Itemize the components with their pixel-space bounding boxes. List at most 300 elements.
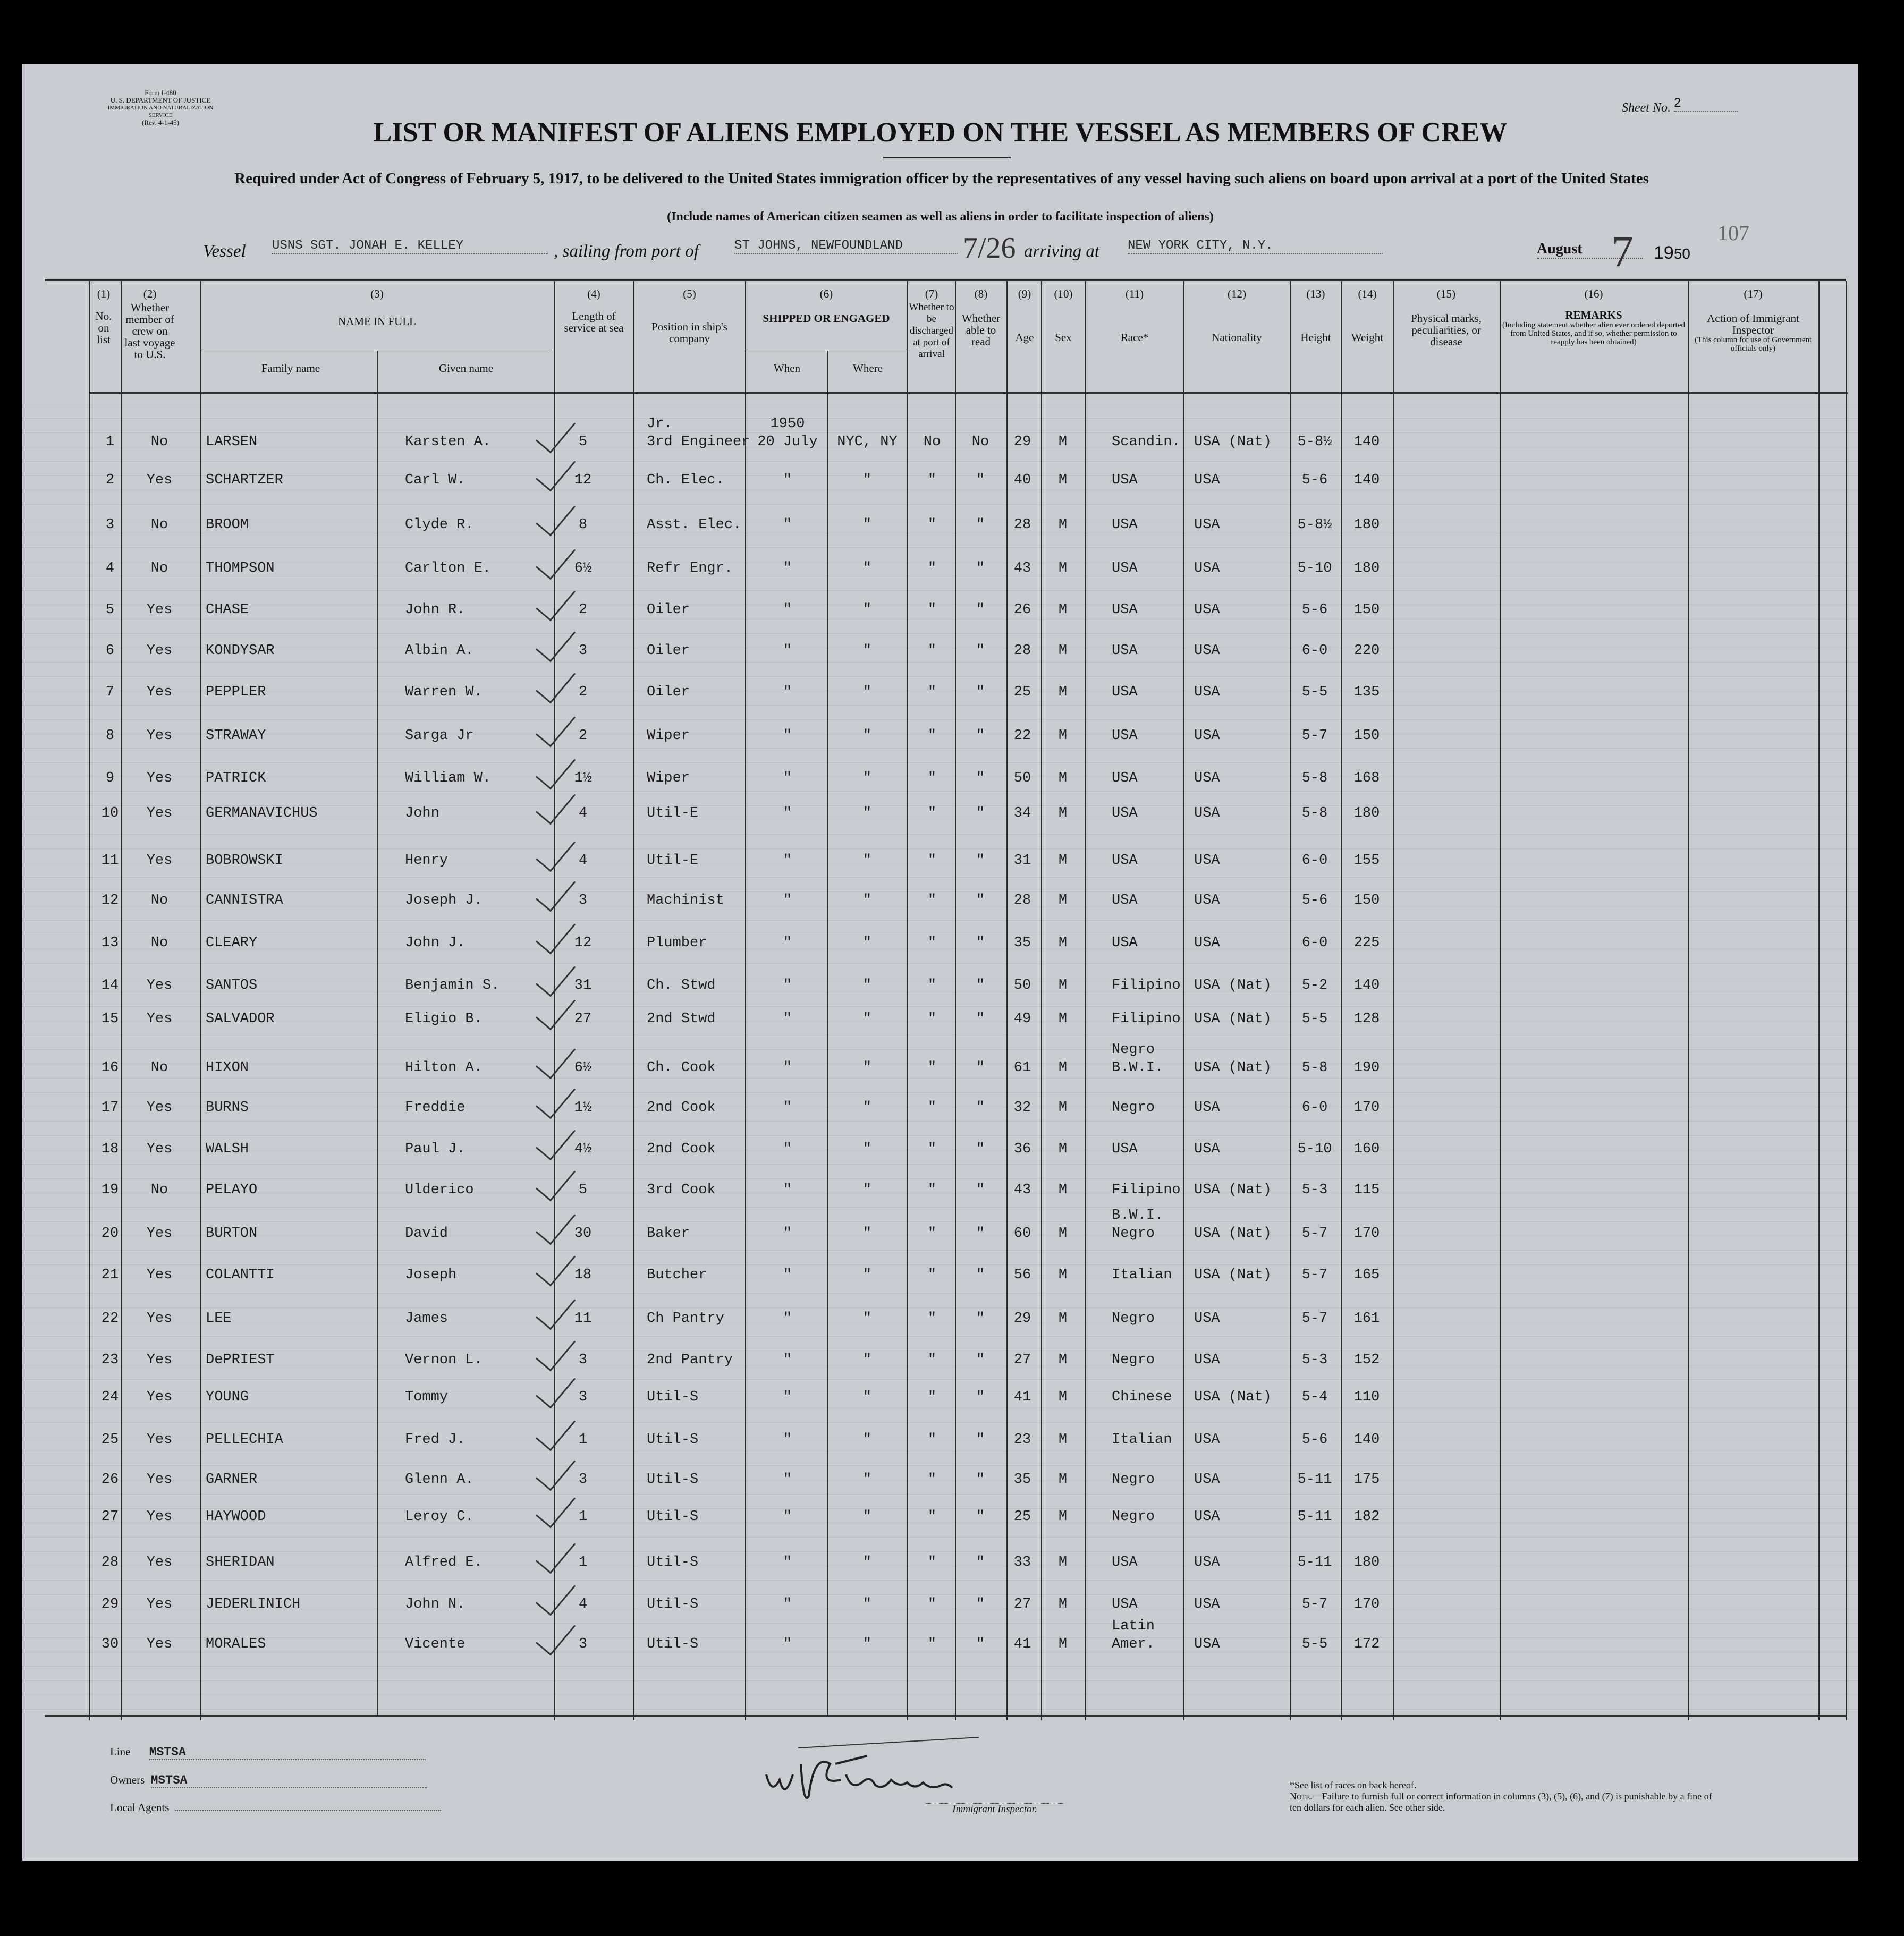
sex: M [1058, 853, 1068, 869]
ruled-line [22, 1666, 1858, 1667]
able-to-read: " [976, 684, 985, 700]
page-stamp: 107 [1717, 221, 1749, 245]
row-number: 30 [101, 1636, 119, 1652]
discharged: " [927, 1267, 937, 1283]
discharged: " [927, 1472, 937, 1488]
position: 3rd Cook [647, 1182, 716, 1198]
age: 31 [1013, 853, 1031, 869]
able-to-read: " [976, 1636, 985, 1652]
service-length: 2 [578, 602, 588, 618]
service-length: 18 [574, 1267, 592, 1283]
ruled-line [22, 920, 1858, 921]
service-length: 1 [578, 1555, 588, 1570]
shipped-when: " [783, 805, 792, 821]
shipped-when: " [783, 602, 792, 618]
col6-header: (6) SHIPPED OR ENGAGED [763, 287, 890, 325]
last-voyage: Yes [146, 684, 173, 700]
page-subtitle: Required under Act of Congress of February 5, 1917, to be delivered to the United States immigration officer by the representatives of any vessel having such aliens on board upon arrival at a port of the United States [234, 170, 1649, 187]
discharged: " [927, 1509, 937, 1525]
row-number: 25 [101, 1432, 119, 1448]
nationality: USA [1194, 602, 1220, 618]
able-to-read: " [976, 1226, 985, 1242]
nationality: USA (Nat) [1194, 1267, 1272, 1283]
col8-header: (8) Whether able to read [961, 287, 1001, 348]
shipped-when: " [783, 1060, 792, 1076]
sex: M [1058, 893, 1068, 908]
race-line1: Latin [1112, 1618, 1155, 1634]
height: 5-3 [1301, 1182, 1328, 1198]
family-name: LARSEN [206, 434, 258, 450]
row-number: 6 [105, 643, 115, 659]
given-name: John R. [405, 602, 466, 618]
shipped-where: " [862, 1182, 872, 1198]
row-number: 13 [101, 935, 119, 951]
shipped-where: " [862, 643, 872, 659]
age: 49 [1013, 1011, 1031, 1027]
shipped-where: " [862, 1555, 872, 1570]
race: Italian [1112, 1267, 1172, 1283]
sex: M [1058, 517, 1068, 533]
nationality: USA [1194, 643, 1220, 659]
column-rule [1290, 281, 1291, 1720]
family-name: LEE [206, 1311, 232, 1327]
shipped-where: " [862, 1141, 872, 1157]
ruled-line [22, 748, 1858, 749]
weight: 170 [1353, 1100, 1380, 1116]
weight: 155 [1353, 853, 1380, 869]
last-voyage: Yes [146, 853, 173, 869]
shipped-when: " [783, 1226, 792, 1242]
last-voyage: No [150, 935, 168, 951]
sex: M [1058, 978, 1068, 994]
weight: 170 [1353, 1226, 1380, 1242]
nationality: USA (Nat) [1194, 978, 1272, 994]
discharged: " [927, 1100, 937, 1116]
shipped-when: " [783, 978, 792, 994]
weight: 152 [1353, 1352, 1380, 1368]
able-to-read: " [976, 1509, 985, 1525]
shipped-when: " [783, 1100, 792, 1116]
row-number: 24 [101, 1389, 119, 1405]
sex: M [1058, 1509, 1068, 1525]
height: 5-8½ [1297, 434, 1332, 450]
weight: 180 [1353, 517, 1380, 533]
penalty-note [1290, 1791, 1715, 1813]
row-number: 10 [101, 805, 119, 821]
given-name: Ulderico [405, 1182, 474, 1198]
position: Oiler [647, 602, 690, 618]
ruled-line [22, 1680, 1858, 1681]
family-name: SANTOS [206, 978, 258, 994]
position: Util-S [647, 1389, 699, 1405]
note-label: Note. [1290, 1791, 1313, 1802]
race: Negro [1112, 1311, 1155, 1327]
age: 26 [1013, 602, 1031, 618]
ruled-line [22, 891, 1858, 892]
able-to-read: " [976, 1352, 985, 1368]
shipped-where: " [862, 602, 872, 618]
shipped-when: " [783, 1432, 792, 1448]
footer-line [110, 1745, 426, 1760]
shipped-when: " [783, 1141, 792, 1157]
race: Negro [1112, 1472, 1155, 1488]
family-name: PELLECHIA [206, 1432, 283, 1448]
race: USA [1112, 853, 1138, 869]
race: USA [1112, 1555, 1138, 1570]
able-to-read: " [976, 978, 985, 994]
checkmark [536, 449, 576, 492]
last-voyage: Yes [146, 602, 173, 618]
service-length: 8 [578, 517, 588, 533]
ruled-line [22, 1508, 1858, 1509]
last-voyage: Yes [146, 770, 173, 786]
column-rule [1085, 281, 1086, 1720]
weight: 160 [1353, 1141, 1380, 1157]
row-number: 11 [101, 853, 119, 869]
able-to-read: " [976, 472, 985, 488]
when-header: When [773, 362, 801, 375]
col16-header: (16) REMARKS (Including statement whether alien ever ordered deported from United States, and if so, whether permission to reapply has been obtained) [1502, 287, 1686, 346]
able-to-read: " [976, 1182, 985, 1198]
shipped-where: " [862, 517, 872, 533]
sailing-port: ST JOHNS, NEWFOUNDLAND [734, 239, 958, 254]
service-length: 3 [578, 1636, 588, 1652]
shipped-where: " [862, 1267, 872, 1283]
position: 2nd Pantry [647, 1352, 733, 1368]
checkmark [536, 494, 576, 537]
height: 5-4 [1301, 1389, 1328, 1405]
given-name: John J. [405, 935, 466, 951]
position: Asst. Elec. [647, 517, 742, 533]
able-to-read: " [976, 1100, 985, 1116]
position: Refr Engr. [647, 561, 733, 576]
discharged: " [927, 1182, 937, 1198]
column-rule [121, 281, 122, 1720]
service-length: 3 [578, 1389, 588, 1405]
title-rule [883, 157, 1011, 158]
service-length: 2 [578, 728, 588, 744]
column-rule [745, 281, 746, 1720]
row-number: 29 [101, 1597, 119, 1612]
weight: 175 [1353, 1472, 1380, 1488]
family-name: GARNER [206, 1472, 258, 1488]
nationality: USA [1194, 684, 1220, 700]
race: Filipino [1112, 978, 1181, 994]
given-name: Tommy [405, 1389, 449, 1405]
sex: M [1058, 472, 1068, 488]
last-voyage: Yes [146, 1226, 173, 1242]
given-name: Paul J. [405, 1141, 466, 1157]
nationality: USA (Nat) [1194, 1226, 1272, 1242]
family-name: HAYWOOD [206, 1509, 266, 1525]
col4-header: (4) Length of service at sea [564, 287, 624, 334]
able-to-read: " [976, 1060, 985, 1076]
family-name: COLANTTI [206, 1267, 275, 1283]
position: 2nd Cook [647, 1100, 716, 1116]
last-voyage: Yes [146, 978, 173, 994]
ruled-line [22, 676, 1858, 677]
last-voyage: Yes [146, 1141, 173, 1157]
shipped-when: " [783, 1555, 792, 1570]
position: Ch. Cook [647, 1060, 716, 1076]
column-rule [377, 351, 378, 1715]
ruled-line [22, 1594, 1858, 1595]
sex: M [1058, 1141, 1068, 1157]
service-length: 31 [574, 978, 592, 994]
col3-header: (3) NAME IN FULL [338, 287, 416, 328]
row-number: 1 [105, 434, 115, 450]
last-voyage: No [150, 517, 168, 533]
last-voyage: Yes [146, 1509, 173, 1525]
sex: M [1058, 1389, 1068, 1405]
service-length: 1½ [574, 1100, 592, 1116]
nationality: USA (Nat) [1194, 1182, 1272, 1198]
last-voyage: No [150, 561, 168, 576]
race: Chinese [1112, 1389, 1172, 1405]
weight: 140 [1353, 434, 1380, 450]
column-rule [1006, 281, 1008, 1720]
given-name: Carl W. [405, 472, 466, 488]
race-line1: Negro [1112, 1042, 1155, 1058]
sex: M [1058, 1472, 1068, 1488]
sex: M [1058, 1432, 1068, 1448]
age: 27 [1013, 1597, 1031, 1612]
race: Negro [1112, 1100, 1155, 1116]
shipped-when: " [783, 770, 792, 786]
row-number: 16 [101, 1060, 119, 1076]
age: 43 [1013, 1182, 1031, 1198]
last-voyage: Yes [146, 1267, 173, 1283]
footer-owners [110, 1773, 427, 1788]
shipped-where: " [862, 935, 872, 951]
nationality: USA [1194, 517, 1220, 533]
position: Ch. Stwd [647, 978, 716, 994]
ruled-line [22, 762, 1858, 763]
nationality: USA [1194, 1555, 1220, 1570]
ruled-line [22, 1465, 1858, 1466]
given-name: Eligio B. [405, 1011, 483, 1027]
race: USA [1112, 935, 1138, 951]
column-rule [1846, 281, 1847, 1720]
row-number: 20 [101, 1226, 119, 1242]
race: USA [1112, 602, 1138, 618]
position: Util-S [647, 1555, 699, 1570]
sex: M [1058, 770, 1068, 786]
last-voyage: Yes [146, 1352, 173, 1368]
column-rule [1183, 281, 1184, 1720]
given-name: Vicente [405, 1636, 466, 1652]
line-value: MSTSA [149, 1745, 426, 1760]
sex: M [1058, 602, 1068, 618]
ruled-line [22, 418, 1858, 419]
form-service: IMMIGRATION AND NATURALIZATION SERVICE [107, 105, 214, 118]
last-voyage: No [150, 434, 168, 450]
age: 41 [1013, 1636, 1031, 1652]
position: Oiler [647, 684, 690, 700]
age: 29 [1013, 434, 1031, 450]
given-name: Henry [405, 853, 449, 869]
col1-header: (1) No. on list [95, 287, 112, 346]
ruled-line [22, 1264, 1858, 1265]
row-number: 28 [101, 1555, 119, 1570]
family-name: STRAWAY [206, 728, 266, 744]
position: Util-S [647, 1636, 699, 1652]
sail-date: 7/26 [963, 232, 1016, 265]
service-length: 5 [578, 434, 588, 450]
shipped-where: " [862, 893, 872, 908]
race: USA [1112, 728, 1138, 744]
row-number: 4 [105, 561, 115, 576]
given-name: Hilton A. [405, 1060, 483, 1076]
shipped-where: " [862, 1011, 872, 1027]
discharged: No [923, 434, 941, 450]
weight: 168 [1353, 770, 1380, 786]
height: 5-7 [1301, 1226, 1328, 1242]
age: 28 [1013, 893, 1031, 908]
discharged: " [927, 1352, 937, 1368]
ruled-line [22, 662, 1858, 663]
race: Negro [1112, 1226, 1155, 1242]
service-length: 3 [578, 643, 588, 659]
nationality: USA [1194, 770, 1220, 786]
age: 56 [1013, 1267, 1031, 1283]
row-number: 8 [105, 728, 115, 744]
ruled-line [22, 1135, 1858, 1136]
footer-agents [110, 1801, 441, 1814]
nationality: USA (Nat) [1194, 1389, 1272, 1405]
discharged: " [927, 1636, 937, 1652]
age: 27 [1013, 1352, 1031, 1368]
sailing-label: , sailing from port of [554, 242, 699, 261]
voyage-line [203, 227, 1691, 276]
position: Oiler [647, 643, 690, 659]
family-name: SCHARTZER [206, 472, 283, 488]
age: 61 [1013, 1060, 1031, 1076]
inspector-label: Immigrant Inspector. [926, 1803, 1064, 1815]
service-length: 1 [578, 1509, 588, 1525]
checkmark [536, 1203, 576, 1245]
ruled-line [22, 1580, 1858, 1581]
row-number: 27 [101, 1509, 119, 1525]
shipped-when: " [783, 1352, 792, 1368]
arrival-year [1654, 243, 1690, 264]
height: 5-7 [1301, 1311, 1328, 1327]
family-name: PATRICK [206, 770, 266, 786]
shipped-when: " [783, 517, 792, 533]
discharged: " [927, 1311, 937, 1327]
shipped-when: " [783, 1182, 792, 1198]
col9-header: (9) Age [1015, 287, 1034, 344]
discharged: " [927, 1389, 937, 1405]
position: Machinist [647, 893, 724, 908]
col7-header: (7) Whether to be discharged at port of arrival [909, 287, 954, 360]
shipped-where: " [862, 1060, 872, 1076]
weight: 220 [1353, 643, 1380, 659]
height: 5-3 [1301, 1352, 1328, 1368]
position: Ch. Elec. [647, 472, 724, 488]
weight: 128 [1353, 1011, 1380, 1027]
race: USA [1112, 684, 1138, 700]
discharged: " [927, 684, 937, 700]
age: 35 [1013, 935, 1031, 951]
position: Butcher [647, 1267, 707, 1283]
given-name: Alfred E. [405, 1555, 483, 1570]
last-voyage: Yes [146, 1472, 173, 1488]
family-name: PEPPLER [206, 684, 266, 700]
last-voyage: No [150, 1182, 168, 1198]
sheet-value: 2 [1674, 96, 1738, 112]
given-name: Leroy C. [405, 1509, 474, 1525]
last-voyage: No [150, 1060, 168, 1076]
row-number: 2 [105, 472, 115, 488]
ruled-line [22, 1307, 1858, 1308]
nationality: USA [1194, 893, 1220, 908]
agents-value [175, 1810, 441, 1811]
sex: M [1058, 1311, 1068, 1327]
weight: 140 [1353, 472, 1380, 488]
weight: 150 [1353, 728, 1380, 744]
able-to-read: " [976, 1472, 985, 1488]
age: 50 [1013, 978, 1031, 994]
given-name: Benjamin S. [405, 978, 500, 994]
nationality: USA [1194, 472, 1220, 488]
position: 2nd Cook [647, 1141, 716, 1157]
ruled-line [22, 1250, 1858, 1251]
ruled-line [22, 547, 1858, 548]
shipped-where: " [862, 1100, 872, 1116]
height: 5-2 [1301, 978, 1328, 994]
family-name: BURNS [206, 1100, 249, 1116]
checkmark [536, 579, 576, 622]
nationality: USA [1194, 1597, 1220, 1612]
service-length: 12 [574, 935, 592, 951]
given-name: Clyde R. [405, 517, 474, 533]
given-name: Joseph [405, 1267, 457, 1283]
shipped-where: " [862, 1226, 872, 1242]
given-name: Freddie [405, 1100, 466, 1116]
where-header: Where [853, 362, 883, 375]
given-name: Glenn A. [405, 1472, 474, 1488]
column-rule [633, 281, 634, 1720]
nationality: USA (Nat) [1194, 1011, 1272, 1027]
owners-label: Owners [110, 1773, 145, 1786]
race: USA [1112, 472, 1138, 488]
position: Util-S [647, 1432, 699, 1448]
weight: 182 [1353, 1509, 1380, 1525]
family-name: DePRIEST [206, 1352, 275, 1368]
checkmark [536, 1449, 576, 1491]
sex: M [1058, 1352, 1068, 1368]
form-number: Form I-480 [145, 89, 176, 97]
service-length: 4½ [574, 1141, 592, 1157]
ruled-line [22, 1551, 1858, 1552]
weight: 110 [1353, 1389, 1380, 1405]
height: 5-8 [1301, 1060, 1328, 1076]
discharged: " [927, 561, 937, 576]
owners-value: MSTSA [151, 1773, 427, 1788]
race: Negro [1112, 1509, 1155, 1525]
nationality: USA [1194, 728, 1220, 744]
discharged: " [927, 893, 937, 908]
last-voyage: Yes [146, 1636, 173, 1652]
checkmark [536, 1118, 576, 1161]
ruled-line [22, 1623, 1858, 1624]
checkmark [536, 1366, 576, 1409]
race: USA [1112, 1597, 1138, 1612]
race-line1: B.W.I. [1112, 1208, 1164, 1224]
able-to-read: " [976, 770, 985, 786]
position: 3rd Engineer [647, 434, 750, 450]
